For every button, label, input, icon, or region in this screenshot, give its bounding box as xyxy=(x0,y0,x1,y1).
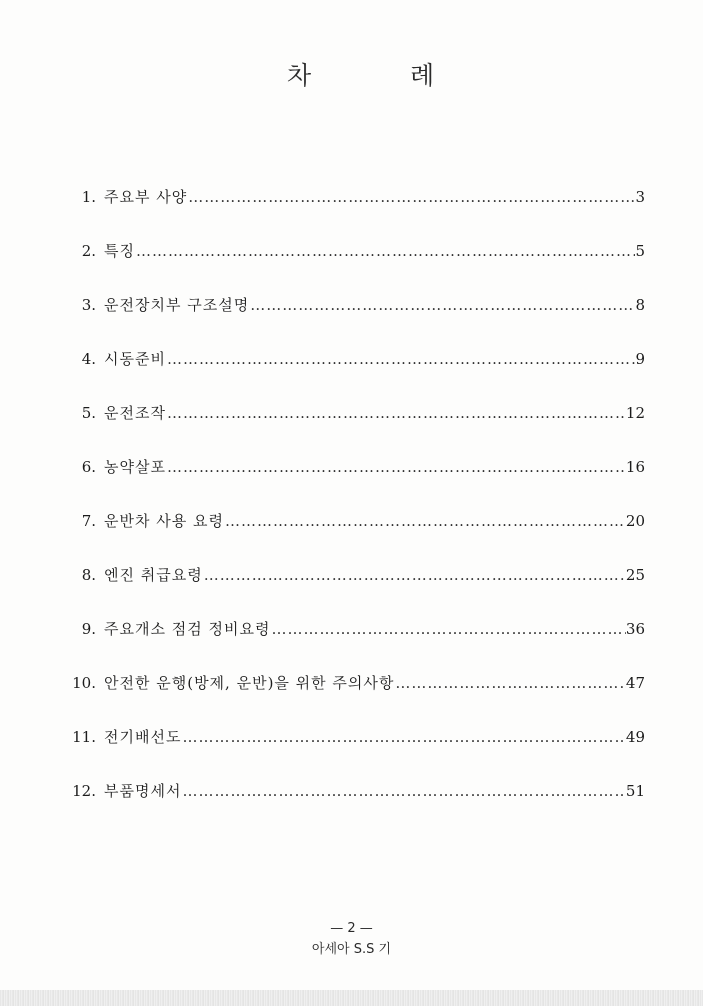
toc-entry-number: 5. xyxy=(81,404,96,422)
dot-leader xyxy=(224,508,626,534)
toc-entry-number: 12. xyxy=(72,782,96,800)
toc-entry-9[interactable] xyxy=(0,616,703,642)
toc-entry-page: 5 xyxy=(635,242,645,260)
toc-entry-label: 주요개소 점검 정비요령 xyxy=(104,620,271,638)
toc-entry-page: 49 xyxy=(625,728,645,746)
toc-entry-label: 부품명세서 xyxy=(104,782,182,800)
dot-leader xyxy=(166,346,635,372)
toc-entry-number: 4. xyxy=(81,350,96,368)
toc-entry-number: 9. xyxy=(81,620,96,638)
dot-leader xyxy=(394,670,626,696)
toc-entry-label: 운전조작 xyxy=(104,404,166,422)
toc-entry-number: 10. xyxy=(72,674,96,692)
dot-leader xyxy=(166,454,626,480)
dot-leader xyxy=(166,400,626,426)
toc-entry-11[interactable] xyxy=(0,724,703,750)
toc-entry-number: 6. xyxy=(81,458,96,476)
toc-entry-7[interactable] xyxy=(0,508,703,534)
toc-entry-4[interactable] xyxy=(0,346,703,372)
page-title xyxy=(0,56,703,96)
toc-entry-page: 12 xyxy=(625,404,645,422)
toc-entry-6[interactable] xyxy=(0,454,703,480)
toc-entry-label: 운반차 사용 요령 xyxy=(104,512,224,530)
dot-leader xyxy=(135,238,635,264)
dot-leader xyxy=(270,616,625,642)
title-char-1: 차 xyxy=(287,61,312,90)
dot-leader xyxy=(181,778,625,804)
toc-entry-page: 3 xyxy=(635,188,645,206)
toc-entry-page: 8 xyxy=(635,296,645,314)
toc-entry-page: 47 xyxy=(625,674,645,692)
toc-entry-12[interactable] xyxy=(0,778,703,804)
toc-entry-label: 주요부 사양 xyxy=(104,188,188,206)
dot-leader xyxy=(181,724,625,750)
toc-entry-3[interactable] xyxy=(0,292,703,318)
toc-entry-label: 시동준비 xyxy=(104,350,166,368)
toc-entry-label: 특징 xyxy=(104,242,135,260)
footer-page-number: — 2 — xyxy=(330,921,373,936)
toc-entry-page: 20 xyxy=(625,512,645,530)
toc-entry-number: 7. xyxy=(81,512,96,530)
toc-entry-number: 1. xyxy=(81,188,96,206)
toc-entry-number: 2. xyxy=(81,242,96,260)
scan-edge-artifact xyxy=(0,990,703,1006)
toc-entry-label: 엔진 취급요령 xyxy=(104,566,203,584)
toc-entry-page: 16 xyxy=(625,458,645,476)
title-char-2: 례 xyxy=(410,61,435,90)
toc-entry-number: 3. xyxy=(81,296,96,314)
toc-entry-page: 51 xyxy=(625,782,645,800)
toc-entry-page: 9 xyxy=(635,350,645,368)
toc-entry-2[interactable] xyxy=(0,238,703,264)
dot-leader xyxy=(187,184,635,210)
toc-entry-page: 36 xyxy=(625,620,645,638)
toc-entry-label: 안전한 운행(방제, 운반)을 위한 주의사항 xyxy=(104,674,395,692)
toc-entry-label: 농약살포 xyxy=(104,458,166,476)
dot-leader xyxy=(203,562,626,588)
toc-entry-10[interactable] xyxy=(0,670,703,696)
toc-entry-label: 운전장치부 구조설명 xyxy=(104,296,250,314)
toc-entry-1[interactable] xyxy=(0,184,703,210)
toc-entry-5[interactable] xyxy=(0,400,703,426)
toc-entry-8[interactable] xyxy=(0,562,703,588)
footer-company: 아세아 S.S 기 xyxy=(311,942,392,957)
toc-entry-label: 전기배선도 xyxy=(104,728,182,746)
toc-entry-page: 25 xyxy=(625,566,645,584)
dot-leader xyxy=(249,292,635,318)
toc-entry-number: 8. xyxy=(81,566,96,584)
toc-entry-number: 11. xyxy=(72,728,96,746)
